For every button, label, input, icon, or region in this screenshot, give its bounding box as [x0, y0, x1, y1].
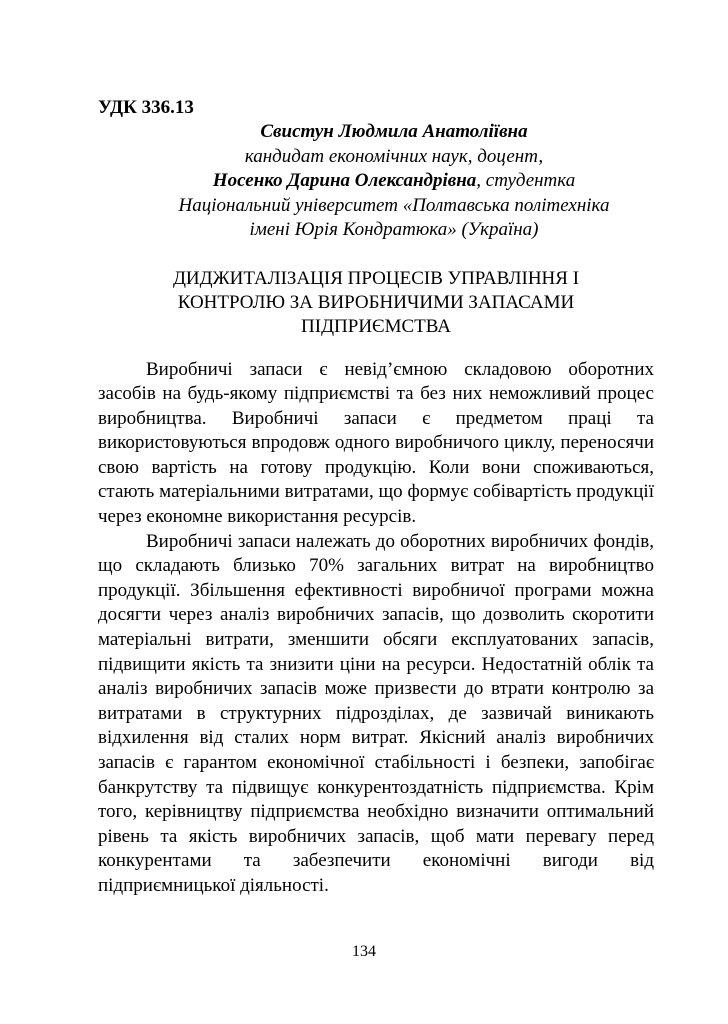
affiliation-line1: Національний університет «Полтавська політехніка: [178, 194, 610, 216]
page-number: 134: [352, 943, 376, 960]
article-title: [98, 267, 654, 339]
authors-block: [98, 120, 654, 243]
author2-name: Носенко Дарина Олександрівна: [212, 170, 477, 191]
author2-line: [98, 169, 654, 194]
title-line1: ДИДЖИТАЛІЗАЦІЯ ПРОЦЕСІВ УПРАВЛІННЯ І: [172, 267, 580, 289]
paragraph-2: Виробничі запаси належать до оборотних виробничих фондів, що складають близько 70% загальних витрат на виробництво продукції. Збільшення ефективності виробничої програми можна досягти через аналіз виробничих запасів, що дозволить скоротити матеріальні витрати, зменшити обсяги експлуатованих запасів, підвищити якість та знизити ціни на ресурси. Недостатній облік та аналіз виробничих запасів може призвести до втрати контролю за витратами в структурних підрозділах, де зазвичай виникають відхилення від сталих норм витрат. Якісний аналіз виробничих запасів є гарантом економічної стабільності і безпеки, запобігає банкрутству та підвищує конкурентоздатність підприємства. Крім того, керівництву підприємства необхідно визначити оптимальний рівень та якість виробничих запасів, щоб мати перевагу перед конкурентами та забезпечити економічні вигоди від підприємницької діяльності.: [98, 530, 654, 896]
author1-position: кандидат економічних наук, доцент,: [244, 145, 544, 167]
title-line2: КОНТРОЛЮ ЗА ВИРОБНИЧИМИ ЗАПАСАМИ: [177, 291, 575, 313]
author1-line: [98, 120, 654, 145]
affiliation-line2: імені Юрія Кондратюка» (Україна): [249, 219, 539, 240]
title-line3: ПІДПРИЄМСТВА: [301, 315, 451, 337]
author1-name: Свистун Людмила Анатоліївна: [260, 121, 528, 142]
page-content: [98, 96, 654, 899]
paragraph-1: Виробничі запаси є невід’ємною складовою оборотних засобів на будь-якому підприємстві та без них неможливий процес виробництва. Виробничі запаси є предметом праці та використовуються впродовж одного виробничого циклу, переносячи свою вартість на готову продукцію. Коли вони споживаються, стають матеріальними витратами, що формує собівартість продукції через економне використання ресурсів.: [98, 358, 654, 528]
udc-code: УДК 336.13: [98, 97, 194, 118]
article-body: [98, 358, 654, 899]
author2-position: , студентка: [476, 170, 576, 191]
